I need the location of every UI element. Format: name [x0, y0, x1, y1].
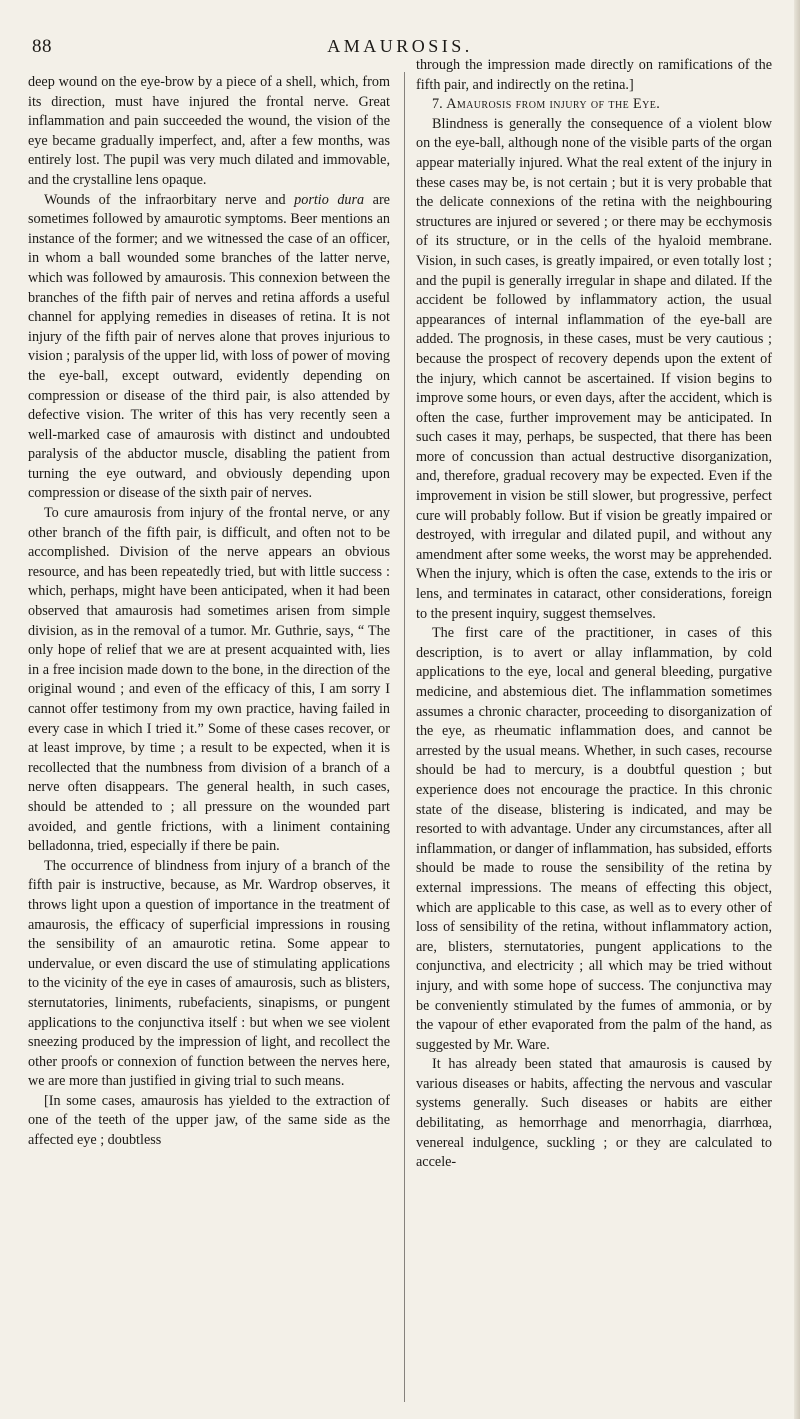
column-divider: [404, 72, 405, 1402]
left-paragraph-4: The occurrence of blindness from injury of a branch of the fifth pair is instructive, because, as Mr. Wardrop observes, it throws light upon a question of importance in the treatment of amaurosis, the efficacy of superficial impressions in rousing the sensibility of an amaurotic retina. Some appear to undervalue, or even discard the use of stimulating applications to the vicinity of the eye in cases of amaurosis, such as blisters, sternutatories, liniments, rubefacients, sinapisms, or pungent applications to the conjunctiva itself : but when we see violent sneezing produced by the impression of light, and recollect the other proofs or connexion of function between the nerves here, we are more than justified in giving trial to such means.: [28, 857, 390, 1090]
left-paragraph-2-lead: Wounds of the infraorbitary nerve and: [44, 191, 295, 208]
section-number: 7.: [432, 96, 443, 113]
portio-dura-term: portio dura: [294, 191, 365, 208]
left-paragraph-2: [28, 191, 390, 505]
left-paragraph-3: To cure amaurosis from injury of the frontal nerve, or any other branch of the fifth pair, is difficult, and often not to be accomplished. Division of the nerve appears an obvious resource, and has been repeatedly tried, but with little success : which, perhaps, might have been anticipated, when it had been observed that amaurosis had sometimes arisen from simple division, as in the removal of a tumor. Mr. Guthrie, says, “ The only hope of relief that we are at present acquainted with, lies in a free incision made down to the bone, in the direction of the original wound ; and even of the efficacy of this, I am sorry I cannot offer testimony from my own practice, having failed in every case in which I tried it.” Some of these cases recover, or at least improve, by time ; a result to be expected, when it is recollected that the numbness from division of a branch of a nerve often disappears. The general health, in such cases, should be attended to ; all pressure on the wounded part avoided, and gentle frictions, with a liniment containing belladonna, tried, especially if there be pain.: [28, 505, 390, 855]
left-column: [28, 73, 390, 1151]
page-number: 88: [32, 36, 52, 57]
right-column: [416, 56, 772, 1173]
section-heading: [416, 95, 772, 115]
right-paragraph-0: through the impression made directly on ramifications of the fifth pair, and indirectly on the retina.]: [416, 57, 772, 93]
left-paragraph-1: deep wound on the eye-brow by a piece of a shell, which, from its direction, must have injured the frontal nerve. Great inflammation and pain succeeded the wound, the vision of the eye became gradually imperfect, and, after a few months, was entirely lost. The pupil was very much dilated and immovable, and the crystalline lens opaque.: [28, 74, 390, 188]
right-paragraph-2: The first care of the practitioner, in cases of this description, is to avert or allay inflammation, by cold applications to the eye, local and general bleeding, purgative medicine, and abstemious diet. The inflammation sometimes assumes a chronic character, proceeding to disorganization of the eye, as rheumatic inflammation does, and cannot be arrested by the usual means. Whether, in such cases, recourse should be had to mercury, is a doubtful question ; but experience does not encourage the practice. In this chronic state of the disease, blistering is indicated, and may be resorted to with advantage. Under any circumstances, after all inflammation, or danger of inflammation, has subsided, efforts should be made to rouse the sensibility of the retina by external impressions. The means of effecting this object, which are applicable to this case, as well as to every other of loss of sensibility of the retina, without inflammatory action, are, blisters, sternutatories, pungent applications to the conjunctiva, and electricity ; all which may be tried without injury, and with some hope of success. The conjunctiva may be conveniently stimulated by the fumes of ammonia, or by the vapour of ether evaporated from the palm of the hand, as suggested by Mr. Ware.: [416, 625, 772, 1053]
left-paragraph-2-tail: are sometimes followed by amaurotic symptoms. Beer mentions an instance of the former; and we witnessed the case of an officer, in whom a ball wounded some branches of the latter nerve, which was followed by amaurosis. This connexion between the branches of the fifth pair of nerves and retina affords a useful channel for applying remedies in diseases of retina. It is not injury of the fifth pair of nerves alone that proves injurious to vision ; paralysis of the upper lid, with loss of power of moving the eye-ball, except outward, evidently depending on compression or disease of the third pair, is also attended by defective vision. The writer of this has very recently seen a well-marked case of amaurosis with distinct and undoubted paralysis of the abductor muscle, disabling the patient from turning the eye outward, and obviously depending upon compression or disease of the sixth pair of nerves.: [28, 191, 390, 502]
left-paragraph-5: [In some cases, amaurosis has yielded to the extraction of one of the teeth of the upper jaw, of the same side as the affected eye ; doubtless: [28, 1092, 390, 1149]
right-paragraph-3: It has already been stated that amaurosis is caused by various diseases or habits, affecting the nervous and vascular systems generally. Such diseases or habits are either debilitating, as hemorrhage and menorrhagia, diarrhœa, venereal indulgence, suckling ; or they are calculated to accele-: [416, 1056, 772, 1171]
section-title: Amaurosis from injury of the Eye.: [446, 96, 661, 113]
page-edge-shadow: [794, 0, 800, 1419]
running-title: AMAUROSIS.: [327, 36, 473, 56]
right-paragraph-1: Blindness is generally the consequence of a violent blow on the eye-ball, although none of the visible parts of the organ appear materially injured. What the real extent of the injury in these cases may be, is not certain ; but it is very probable that the delicate connexions of the retina with the neighbouring structures are injured or severed ; or there may be ecchymosis of its structure, or in the cells of the hyaloid membrane. Vision, in such cases, is greatly impaired, or even totally lost ; and the pupil is generally irregular in shape and dilated. If the accident be followed by inflammatory action, the usual appearances of internal inflammation of the eye-ball are added. The prognosis, in these cases, must be very cautious ; because the prospect of recovery depends upon the extent of the injury, which cannot be ascertained. If vision begins to improve some hours, or even days, after the accident, which is often the case, further improvement may be anticipated. In such cases it may, perhaps, be suspected, that there has been more of concussion than actual destructive disorganization, and, therefore, gradual recovery may be expected. Even if the improvement in vision be still slower, but progressive, perfect cure will probably follow. But if vision be greatly impaired or destroyed, with irregular and dilated pupil, and without any amendment after some weeks, the worst may be apprehended. When the injury, which is often the case, extends to the iris or lens, and terminates in cataract, other considerations, foreign to the present inquiry, suggest themselves.: [416, 115, 772, 622]
